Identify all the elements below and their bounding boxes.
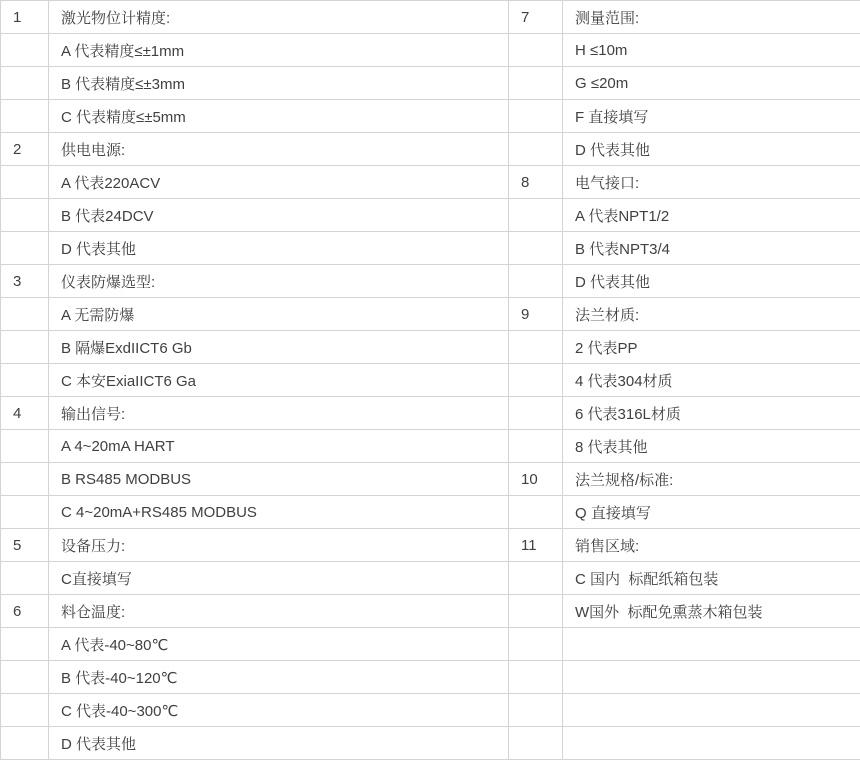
item-number-cell: 3: [1, 265, 49, 298]
item-text-cell: G ≤20m: [563, 67, 860, 100]
item-number-cell: [1, 496, 49, 529]
item-text-cell: 销售区域:: [563, 529, 860, 562]
item-text-cell: 电气接口:: [563, 166, 860, 199]
item-text-cell: 8 代表其他: [563, 430, 860, 463]
item-number-cell: [1, 199, 49, 232]
item-number-cell: [1, 628, 49, 661]
item-text-cell: A 代表NPT1/2: [563, 199, 860, 232]
item-text-cell: C 代表精度≤±5mm: [49, 100, 509, 133]
item-text-cell: C 本安ExiaIICT6 Ga: [49, 364, 509, 397]
item-text-cell: [563, 694, 860, 727]
item-number-cell: [1, 331, 49, 364]
item-text-cell: D 代表其他: [49, 232, 509, 265]
item-text-cell: B 隔爆ExdIICT6 Gb: [49, 331, 509, 364]
item-number-cell: [509, 694, 563, 727]
item-number-cell: 7: [509, 1, 563, 34]
table-row: [1, 364, 860, 397]
table-row: [1, 694, 860, 727]
item-text-cell: D 代表其他: [49, 727, 509, 760]
item-text-cell: B 代表NPT3/4: [563, 232, 860, 265]
item-number-cell: [509, 496, 563, 529]
item-number-cell: [509, 727, 563, 760]
item-text-cell: 6 代表316L材质: [563, 397, 860, 430]
item-number-cell: [509, 628, 563, 661]
ordering-code-table-body: [1, 1, 860, 760]
item-text-cell: Q 直接填写: [563, 496, 860, 529]
item-number-cell: 1: [1, 1, 49, 34]
item-text-cell: 法兰规格/标准:: [563, 463, 860, 496]
item-number-cell: [509, 661, 563, 694]
item-number-cell: [509, 430, 563, 463]
table-row: [1, 595, 860, 628]
item-text-cell: A 代表精度≤±1mm: [49, 34, 509, 67]
table-row: [1, 331, 860, 364]
item-text-cell: C 国内 标配纸箱包装: [563, 562, 860, 595]
item-text-cell: 测量范围:: [563, 1, 860, 34]
item-text-cell: C直接填写: [49, 562, 509, 595]
item-number-cell: [509, 265, 563, 298]
table-row: [1, 529, 860, 562]
item-number-cell: 6: [1, 595, 49, 628]
item-number-cell: [509, 595, 563, 628]
item-number-cell: [1, 661, 49, 694]
table-row: [1, 727, 860, 760]
item-text-cell: [563, 727, 860, 760]
item-number-cell: [509, 562, 563, 595]
item-text-cell: [563, 628, 860, 661]
item-text-cell: 仪表防爆选型:: [49, 265, 509, 298]
item-number-cell: [509, 133, 563, 166]
item-number-cell: [509, 364, 563, 397]
item-number-cell: [1, 67, 49, 100]
table-row: [1, 628, 860, 661]
item-text-cell: 2 代表PP: [563, 331, 860, 364]
item-number-cell: 11: [509, 529, 563, 562]
table-row: [1, 100, 860, 133]
item-text-cell: B 代表精度≤±3mm: [49, 67, 509, 100]
item-number-cell: [1, 232, 49, 265]
item-number-cell: [509, 232, 563, 265]
item-text-cell: A 代表220ACV: [49, 166, 509, 199]
item-number-cell: [1, 34, 49, 67]
table-row: [1, 430, 860, 463]
table-row: [1, 265, 860, 298]
item-text-cell: D 代表其他: [563, 265, 860, 298]
item-text-cell: 设备压力:: [49, 529, 509, 562]
item-text-cell: 料仓温度:: [49, 595, 509, 628]
item-text-cell: 4 代表304材质: [563, 364, 860, 397]
item-number-cell: [1, 364, 49, 397]
item-number-cell: 9: [509, 298, 563, 331]
item-text-cell: W国外 标配免熏蒸木箱包装: [563, 595, 860, 628]
item-text-cell: B 代表-40~120℃: [49, 661, 509, 694]
table-row: [1, 562, 860, 595]
item-number-cell: [1, 694, 49, 727]
item-number-cell: [1, 562, 49, 595]
item-text-cell: H ≤10m: [563, 34, 860, 67]
item-number-cell: [509, 34, 563, 67]
table-row: [1, 34, 860, 67]
item-text-cell: 法兰材质:: [563, 298, 860, 331]
table-row: [1, 166, 860, 199]
table-row: [1, 1, 860, 34]
table-row: [1, 199, 860, 232]
item-number-cell: [1, 298, 49, 331]
table-row: [1, 661, 860, 694]
item-number-cell: [509, 397, 563, 430]
table-row: [1, 133, 860, 166]
item-text-cell: B 代表24DCV: [49, 199, 509, 232]
item-text-cell: [563, 661, 860, 694]
item-number-cell: [1, 727, 49, 760]
item-number-cell: [509, 199, 563, 232]
item-number-cell: [509, 331, 563, 364]
item-number-cell: 2: [1, 133, 49, 166]
item-text-cell: B RS485 MODBUS: [49, 463, 509, 496]
item-number-cell: 5: [1, 529, 49, 562]
item-number-cell: [1, 463, 49, 496]
item-text-cell: 供电电源:: [49, 133, 509, 166]
item-text-cell: 激光物位计精度:: [49, 1, 509, 34]
table-row: [1, 67, 860, 100]
table-row: [1, 397, 860, 430]
item-text-cell: A 4~20mA HART: [49, 430, 509, 463]
table-row: [1, 232, 860, 265]
item-number-cell: [1, 166, 49, 199]
table-row: [1, 298, 860, 331]
item-number-cell: 4: [1, 397, 49, 430]
item-number-cell: [1, 430, 49, 463]
item-number-cell: 10: [509, 463, 563, 496]
item-text-cell: D 代表其他: [563, 133, 860, 166]
item-text-cell: A 代表-40~80℃: [49, 628, 509, 661]
table-row: [1, 463, 860, 496]
item-text-cell: C 代表-40~300℃: [49, 694, 509, 727]
item-number-cell: [509, 100, 563, 133]
item-number-cell: 8: [509, 166, 563, 199]
item-text-cell: C 4~20mA+RS485 MODBUS: [49, 496, 509, 529]
item-text-cell: A 无需防爆: [49, 298, 509, 331]
item-text-cell: 输出信号:: [49, 397, 509, 430]
table-row: [1, 496, 860, 529]
item-number-cell: [509, 67, 563, 100]
item-number-cell: [1, 100, 49, 133]
item-text-cell: F 直接填写: [563, 100, 860, 133]
